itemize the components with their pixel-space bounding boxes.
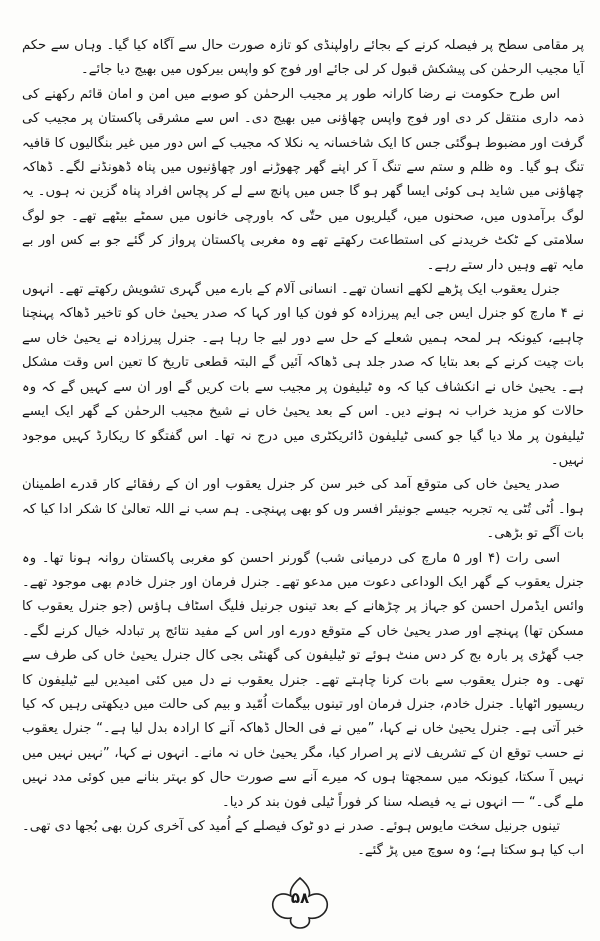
paragraph: جنرل یعقوب ایک پڑھے لکھے انسان تھے۔ انسانی آلام کے بارے میں گہری تشویش رکھتے تھے۔ انہوں نے ۴ مارچ کو جنرل ایس جی ایم پیرزادہ کو فون کیا اور کہا کہ صدر یحییٰ خاں کو تاخیر ڈھاکہ پہنچنا چاہیے، کیونکہ ہر لمحہ ہمیں شعلے کے حل سے دور لیے جا رہا ہے۔ جنرل پیرزادہ نے یحییٰ خاں سے بات چیت کرنے کے بعد بتایا کہ صدر جلد ہی ڈھاکہ آئیں گے البتہ قطعی تاریخ کا تعین اس وقت مشکل ہے۔ یحییٰ خاں نے انکشاف کیا کہ وہ ٹیلیفون پر مجیب سے بات کریں گے اور ان سے کہیں گے کہ وہ حالات کو مزید خراب نہ ہونے دیں۔ اس کے بعد یحییٰ خاں نے شیخ مجیب الرحمٰن کے گھر ایک ایسے ٹیلیفون پر ملا دیا گیا جو کسی ٹیلیفون ڈائریکٹری میں درج نہ تھا۔ اس گفتگو کا ریکارڈ کہیں موجود نہیں۔ bbox=[22, 282, 584, 468]
paragraph: اسی رات (۴ اور ۵ مارچ کی درمیانی شب) گورنر احسن کو مغربی پاکستان روانہ ہونا تھا۔ وہ جنرل یعقوب کے گھر ایک الوداعی دعوت میں مدعو تھے۔ جنرل فرمان اور جنرل خادم بھی موجود تھے۔ وائس ایڈمرل احسن کو جہاز پر چڑھانے کے بعد تینوں جرنیل فلیگ اسٹاف ہاؤس (جو جنرل یعقوب کا مسکن تھا) پہنچے اور صدر یحییٰ خاں کے متوقع دورے اور اس کے مفید نتائج پر تبادلہ خیال کرنے لگے۔ جب گھڑی پر بارہ بج کر دس منٹ ہوئے تو ٹیلیفون کی گھنٹی بجی کال جنرل یحییٰ خاں کی طرف سے تھی۔ وہ جنرل یعقوب سے بات کرنا چاہتے تھے۔ جنرل یعقوب نے دل میں کئی امیدیں لیے ٹیلیفون کا ریسیور اٹھایا۔ جنرل خادم، جنرل فرمان اور تینوں بیگمات اُمّید و بیم کی حالت میں دیکھتی رہیں کہ کیا خبر آتی ہے۔ جنرل یحییٰ خاں نے کہا، ”میں نے فی الحال ڈھاکہ آنے کا ارادہ بدل لیا ہے۔“ جنرل یعقوب نے حسب توقع ان کے تشریف لانے پر اصرار کیا، مگر یحییٰ خاں نہ مانے۔ انہوں نے کہا، ”نہیں نہیں میں نہیں آ سکتا، کیونکہ میں سمجھتا ہوں کہ میرے آنے سے صورت حال کو بہتر بنانے میں کوئی مدد نہیں ملے گی۔“ — انہوں نے یہ فیصلہ سنا کر فوراً ٹیلی فون بند کر دیا۔ bbox=[22, 550, 584, 810]
paragraph: پر مقامی سطح پر فیصلہ کرنے کے بجائے راولپنڈی کو تازہ صورت حال سے آگاہ کیا گیا۔ وہاں سے حکم آیا مجیب الرحمٰن کی پیشکش قبول کر لی جائے اور فوج کو واپس بیرکوں میں بھیج دیا جائے۔ bbox=[22, 38, 584, 78]
page-number: ۵۸ bbox=[290, 889, 310, 907]
paragraph: تینوں جرنیل سخت مایوس ہوئے۔ صدر نے دو ٹوک فیصلے کے اُمید کی آخری کرن بھی بُجھا دی تھی۔ اب کیا ہو سکتا ہے؛ وہ سوچ میں پڑ گئے۔ bbox=[22, 819, 584, 859]
paragraph: اس طرح حکومت نے رضا کارانہ طور پر مجیب الرحمٰن کو صوبے میں امن و امان قائم رکھنے کی ذمہ داری منتقل کر دی اور فوج واپس چھاؤنی میں بھیج دی۔ اس سے مشرقی پاکستان پر مجیب کی گرفت اور مضبوط ہوگئی جس کا ایک شاخسانہ یہ نکلا کہ مجیب کے اس دور میں غیر بنگالیوں کا قافیہ تنگ ہو گیا۔ وہ ظلم و ستم سے تنگ آ کر اپنے گھر چھوڑنے اور چھاؤنیوں میں پناہ ڈھونڈنے لگے۔ ڈھاکہ چھاؤنی میں شاید ہی کوئی ایسا گھر ہو گا جس میں پانچ سے لے کر پچاس افراد پناہ گزین نہ ہوں۔ یہ لوگ برآمدوں میں، صحنوں میں، گیلریوں میں حتّٰی کہ باورچی خانوں میں سمٹے بیٹھے تھے۔ جو لوگ سلامتی کے ٹکٹ خریدنے کی استطاعت رکھتے تھے وہ مغربی پاکستان پرواز کر گئے جو بے کس اور بے مایہ تھے وہیں دار ستے رہے۔ bbox=[22, 86, 584, 273]
paragraph: صدر یحییٰ خاں کی متوقع آمد کی خبر سن کر جنرل یعقوب اور ان کے رفقائے کار قدرے اطمینان ہوا۔ اُٹی تُٹی یہ تجربہ جیسے جونیئر افسر وں کو بھی پہنچی۔ ہم سب نے اللہ تعالیٰ کا شکر ادا کیا کہ بات آگے تو بڑھی۔ bbox=[22, 477, 584, 542]
urdu-text-block bbox=[22, 34, 584, 864]
